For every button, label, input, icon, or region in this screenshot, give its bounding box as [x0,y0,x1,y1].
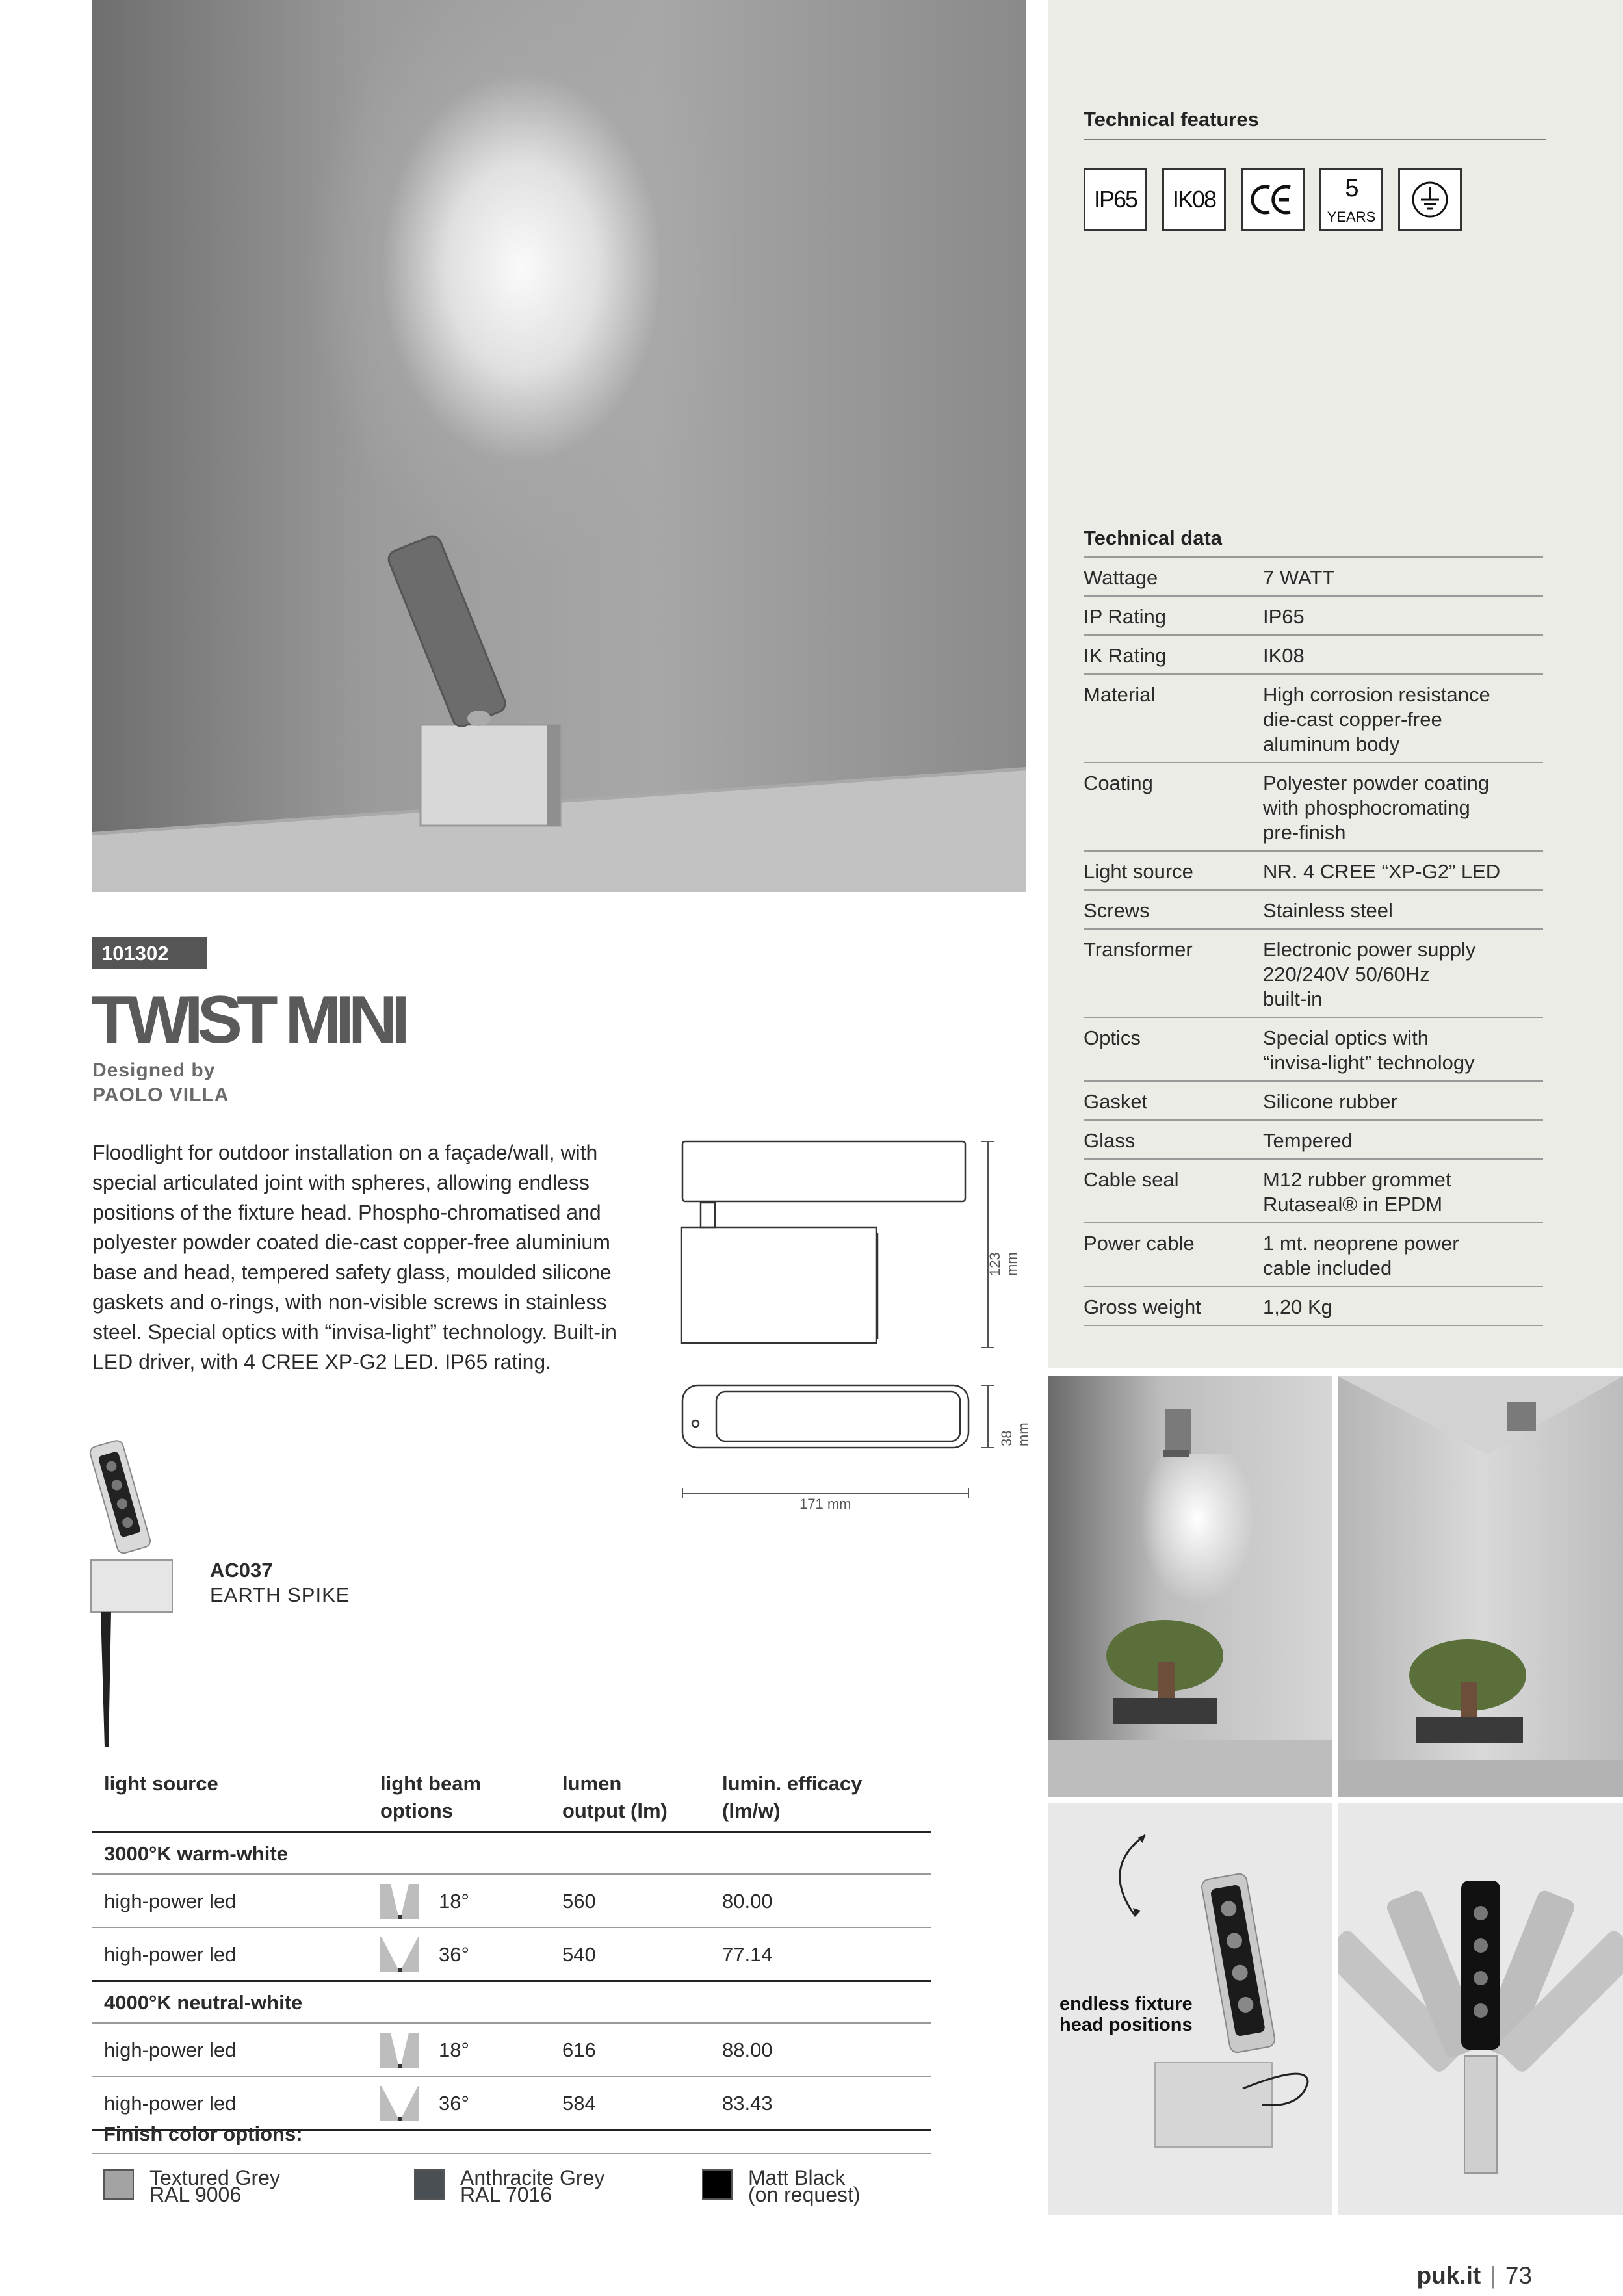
tech-data-row [1084,929,1543,1017]
website-link[interactable]: puk.it [1416,2262,1481,2289]
tech-data-key: Gross weight [1084,1286,1263,1325]
light-source-table [92,1764,931,2131]
efficacy-cell: 80.00 [710,1874,931,1927]
tech-data-row [1084,596,1543,635]
tech-data-value: IK08 [1263,635,1543,674]
warranty-5-years-icon: 5 YEARS [1319,168,1383,231]
tech-data-row [1084,763,1543,851]
beam-angle: 36° [439,1943,469,1966]
technical-data-table [1084,556,1543,1326]
finish-matt-black [702,2166,861,2206]
finish-anthracite-grey [414,2166,605,2206]
finish-textured-grey [103,2166,280,2206]
designer-name: PAOLO VILLA [92,1084,229,1106]
finish-code: RAL 9006 [149,2183,242,2206]
beam-angle-icon [380,2033,419,2068]
finish-name: Anthracite Grey [460,2166,605,2189]
tech-data-key: Cable seal [1084,1159,1263,1223]
tech-data-key: Screws [1084,890,1263,929]
earth-spike-image [88,1437,192,1758]
lumen-cell: 560 [551,1874,710,1927]
tech-data-value: Tempered [1263,1120,1543,1159]
efficacy-cell: 77.14 [710,1927,931,1981]
side-view-drawing [676,1136,1027,1361]
tech-data-key: Transformer [1084,929,1263,1017]
tech-data-value: Special optics with “invisa-light” technology [1263,1017,1543,1081]
tech-data-key: Glass [1084,1120,1263,1159]
tech-data-row [1084,635,1543,674]
finish-code: RAL 7016 [460,2183,552,2206]
color-swatch [414,2169,445,2200]
light-source-cell: high-power led [92,1927,369,1981]
divider [1084,139,1546,140]
tech-data-row [1084,851,1543,890]
tech-data-value: M12 rubber grommet Rutaseal® in EPDM [1263,1159,1543,1223]
lumen-cell: 540 [551,1927,710,1981]
tech-data-key: IP Rating [1084,596,1263,635]
endless-positions-label: endless fixture head positions [1059,1994,1193,2035]
tech-data-row [1084,1286,1543,1325]
technical-features-title: Technical features [1084,108,1259,131]
lumen-cell: 616 [551,2023,710,2076]
finish-code: (on request) [748,2183,861,2206]
product-description: Floodlight for outdoor installation on a façade/wall, with special articulated joint with spheres, allowing endless positions of the fixture head. Phospho-chromatised and polyester powder coated die-cast copper-free aluminium base and head, tempered safety glass, moulded silicone gaskets and o-rings, with non-visible screws in stainless steel. Special optics with “invisa-light” technology. Built-in LED driver, with 4 CREE XP-G2 LED. IP65 rating. [92,1141,617,1374]
finish-name: Textured Grey [149,2166,280,2189]
tech-data-key: IK Rating [1084,635,1263,674]
accessory-code: AC037 [210,1559,273,1582]
beam-angle-icon [380,1937,419,1972]
tech-data-row [1084,674,1543,763]
tech-data-row [1084,1120,1543,1159]
designed-by-label: Designed by [92,1060,216,1081]
tech-data-value: 7 WATT [1263,557,1543,596]
tech-data-value: Silicone rubber [1263,1081,1543,1120]
tech-data-key: Wattage [1084,557,1263,596]
color-temp-label: 4000°K neutral-white [92,1981,931,2024]
header-luminous-efficacy: lumin. efficacy (lm/w) [710,1764,931,1833]
beam-option-cell [369,1874,551,1927]
finish-options-title: Finish color options: [103,2122,303,2145]
product-title: TWIST MINI [91,982,404,1058]
certification-icons [1084,168,1462,231]
installation-photo-bonsai-right [1338,1376,1623,1797]
beam-angle: 36° [439,2092,469,2115]
light-source-cell: high-power led [92,1874,369,1927]
light-source-cell: high-power led [92,2076,369,2130]
beam-angle-icon [380,2086,419,2121]
tech-data-row [1084,1017,1543,1081]
header-light-beam: light beam options [369,1764,551,1833]
tech-data-value: High corrosion resistance die-cast copper-free aluminum body [1263,674,1543,763]
color-temp-group-row [92,1833,931,1875]
color-temp-label: 3000°K warm-white [92,1833,931,1875]
tech-data-key: Coating [1084,763,1263,851]
hero-product-photo [92,0,1026,892]
designer-credit [92,1058,229,1108]
installation-photo-bonsai-left [1048,1376,1332,1797]
beam-option-cell [369,2023,551,2076]
tech-data-row [1084,1159,1543,1223]
finish-name: Matt Black [748,2166,846,2189]
color-temp-group-row [92,1981,931,2024]
light-option-row [92,2023,931,2076]
tech-data-key: Gasket [1084,1081,1263,1120]
accessory-name: EARTH SPIKE [210,1584,350,1606]
tech-data-value: NR. 4 CREE “XP-G2” LED [1263,851,1543,890]
page-footer [1417,2262,1532,2289]
tech-data-key: Optics [1084,1017,1263,1081]
tech-data-row [1084,1081,1543,1120]
fixture-positions-photo [1338,1803,1623,2215]
tech-data-value: 1 mt. neoprene power cable included [1263,1223,1543,1286]
tech-data-row [1084,890,1543,929]
beam-option-cell [369,1927,551,1981]
top-view-drawing [676,1381,1032,1512]
ik08-icon: IK08 [1162,168,1226,231]
tech-data-key: Power cable [1084,1223,1263,1286]
color-swatch [103,2169,134,2200]
tech-data-key: Material [1084,674,1263,763]
tech-data-value: Polyester powder coating with phosphocromating pre-finish [1263,763,1543,851]
ce-mark-icon [1241,168,1305,231]
color-swatch [702,2169,733,2200]
tech-data-key: Light source [1084,851,1263,890]
tech-data-value: Stainless steel [1263,890,1543,929]
footer-separator: | [1490,2262,1496,2289]
depth-dimension: 38 mm [998,1422,1032,1446]
beam-angle: 18° [439,2039,469,2061]
lumen-cell: 584 [551,2076,710,2130]
ip65-icon: IP65 [1084,168,1147,231]
tech-data-value: 1,20 Kg [1263,1286,1543,1325]
header-lumen-output: lumen output (lm) [551,1764,710,1833]
beam-option-cell [369,2076,551,2130]
earth-ground-icon [1398,168,1462,231]
light-option-row [92,1927,931,1981]
product-code-badge: 101302 [92,937,207,969]
light-source-cell: high-power led [92,2023,369,2076]
page-number: 73 [1505,2262,1532,2289]
tech-data-row [1084,557,1543,596]
divider [92,2153,931,2154]
efficacy-cell: 88.00 [710,2023,931,2076]
tech-data-row [1084,1223,1543,1286]
beam-angle: 18° [439,1890,469,1912]
light-option-row [92,1874,931,1927]
header-light-source: light source [92,1764,369,1833]
tech-data-value: Electronic power supply 220/240V 50/60Hz built-in [1263,929,1543,1017]
width-dimension: 171 mm [799,1496,851,1512]
tech-data-value: IP65 [1263,596,1543,635]
height-dimension: 123 mm [987,1252,1020,1276]
efficacy-cell: 83.43 [710,2076,931,2130]
beam-angle-icon [380,1884,419,1919]
technical-data-title: Technical data [1084,527,1223,549]
